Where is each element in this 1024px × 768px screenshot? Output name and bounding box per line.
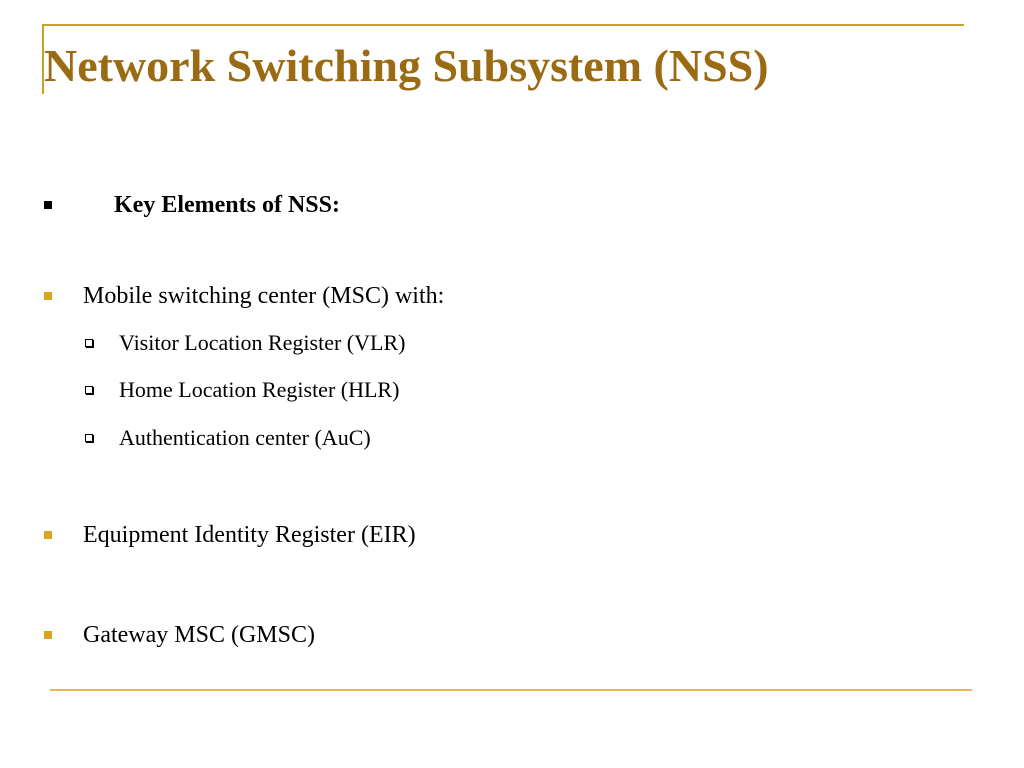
slide-title: Network Switching Subsystem (NSS) (44, 40, 769, 91)
sub-item-label: Authentication center (AuC) (119, 425, 371, 450)
square-bullet-icon (44, 531, 52, 539)
sub-item-label: Visitor Location Register (VLR) (119, 330, 406, 355)
hollow-square-bullet-icon (85, 339, 93, 347)
top-accent-rule (42, 24, 964, 26)
list-item-msc (44, 282, 444, 311)
hollow-square-bullet-icon (85, 386, 93, 394)
list-item-gmsc (44, 621, 315, 650)
square-bullet-icon (44, 631, 52, 639)
hollow-square-bullet-icon (85, 434, 93, 442)
bottom-accent-rule (50, 689, 972, 691)
sub-item-auc (85, 425, 371, 451)
sub-item-hlr (85, 377, 399, 403)
square-bullet-icon (44, 201, 52, 209)
sub-item-label: Home Location Register (HLR) (119, 377, 400, 402)
square-bullet-icon (44, 292, 52, 300)
heading-row (44, 191, 340, 220)
list-item-label: Gateway MSC (GMSC) (83, 622, 315, 648)
list-item-label: Equipment Identity Register (EIR) (83, 522, 416, 548)
sub-item-vlr (85, 330, 405, 356)
list-item-eir (44, 521, 416, 550)
list-item-label: Mobile switching center (MSC) with: (83, 283, 445, 309)
section-heading: Key Elements of NSS: (114, 192, 340, 218)
